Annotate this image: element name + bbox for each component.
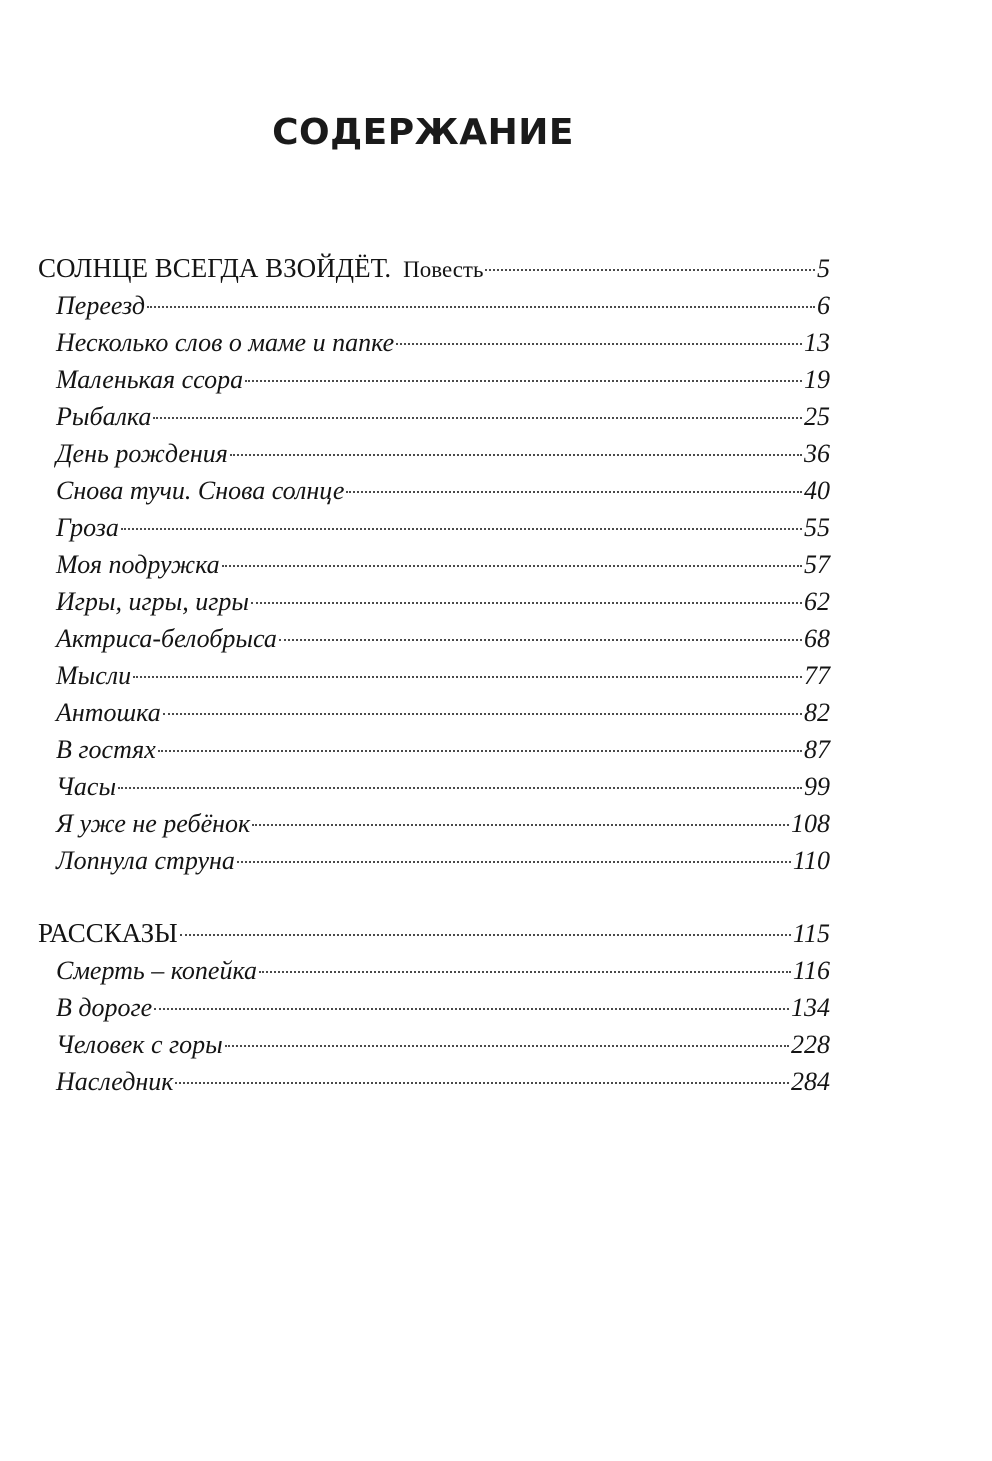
dot-leader	[237, 861, 791, 863]
toc-entry[interactable]	[38, 842, 830, 879]
page-number: 25	[804, 402, 830, 431]
toc-entry[interactable]	[38, 546, 830, 583]
table-of-contents	[38, 250, 830, 1100]
page-number: 87	[804, 735, 830, 764]
entry-label: В дороге	[56, 993, 153, 1022]
toc-entry[interactable]	[38, 435, 830, 472]
toc-entry[interactable]	[38, 989, 830, 1026]
toc-entry[interactable]	[38, 398, 830, 435]
page-number: 77	[804, 661, 830, 690]
page-number: 40	[804, 476, 830, 505]
toc-entry[interactable]	[38, 694, 830, 731]
dot-leader	[121, 528, 802, 530]
toc-entry[interactable]	[38, 472, 830, 509]
page-number: 99	[804, 772, 830, 801]
page-number: 5	[817, 254, 830, 283]
entry-label: Гроза	[56, 513, 119, 542]
dot-leader	[396, 343, 802, 345]
toc-entry[interactable]	[38, 361, 830, 398]
dot-leader	[163, 713, 802, 715]
section-subheading: Повесть	[403, 257, 484, 282]
page-number: 284	[791, 1067, 830, 1096]
dot-leader	[175, 1082, 789, 1084]
page-number: 82	[804, 698, 830, 727]
toc-entry[interactable]	[38, 1063, 830, 1100]
page-number: 68	[804, 624, 830, 653]
toc-entry[interactable]	[38, 731, 830, 768]
entry-label: Человек с горы	[56, 1030, 223, 1059]
dot-leader	[222, 565, 802, 567]
entry-label: Наследник	[56, 1067, 174, 1096]
toc-section-novel	[38, 250, 830, 879]
toc-entry[interactable]	[38, 620, 830, 657]
page-number: 110	[792, 846, 830, 875]
entry-label: Лопнула струна	[56, 846, 235, 875]
dot-leader	[279, 639, 802, 641]
entry-label: Актриса-белобрыса	[56, 624, 277, 653]
dot-leader	[158, 750, 802, 752]
toc-section-stories	[38, 915, 830, 1100]
page-number: 13	[804, 328, 830, 357]
dot-leader	[245, 380, 802, 382]
page-number: 115	[792, 919, 830, 948]
page-number: 62	[804, 587, 830, 616]
toc-section-heading[interactable]	[38, 250, 830, 287]
dot-leader	[485, 269, 815, 271]
section-heading-label: РАССКАЗЫ	[38, 918, 178, 948]
entry-label: В гостях	[56, 735, 156, 764]
toc-entry[interactable]	[38, 583, 830, 620]
entry-label: Моя подружка	[56, 550, 220, 579]
toc-entry[interactable]	[38, 287, 830, 324]
page-number: 36	[804, 439, 830, 468]
entry-label: Часы	[56, 772, 117, 801]
entry-label: Рыбалка	[56, 402, 152, 431]
entry-label: Снова тучи. Снова солнце	[56, 476, 345, 505]
entry-label: Игры, игры, игры	[56, 587, 250, 616]
page-number: 228	[791, 1030, 830, 1059]
entry-label: Я уже не ребёнок	[56, 809, 251, 838]
dot-leader	[259, 971, 791, 973]
page-number: 19	[804, 365, 830, 394]
page-number: 108	[791, 809, 830, 838]
entry-label: Мысли	[56, 661, 132, 690]
page-number: 57	[804, 550, 830, 579]
toc-entry[interactable]	[38, 657, 830, 694]
dot-leader	[153, 417, 802, 419]
toc-entry[interactable]	[38, 805, 830, 842]
page-number: 134	[791, 993, 830, 1022]
dot-leader	[346, 491, 802, 493]
page-number: 116	[792, 956, 830, 985]
toc-entry[interactable]	[38, 324, 830, 361]
dot-leader	[154, 1008, 789, 1010]
dot-leader	[225, 1045, 789, 1047]
dot-leader	[118, 787, 802, 789]
toc-section-heading[interactable]	[38, 915, 830, 952]
toc-entry[interactable]	[38, 952, 830, 989]
entry-label: Смерть – копейка	[56, 956, 257, 985]
entry-label: День рождения	[56, 439, 228, 468]
page-number: 55	[804, 513, 830, 542]
toc-entry[interactable]	[38, 768, 830, 805]
toc-entry[interactable]	[38, 1026, 830, 1063]
entry-label: Несколько слов о маме и папке	[56, 328, 395, 357]
dot-leader	[147, 306, 815, 308]
entry-label: Маленькая ссора	[56, 365, 244, 394]
dot-leader	[251, 602, 802, 604]
entry-label: Переезд	[56, 291, 146, 320]
dot-leader	[230, 454, 802, 456]
dot-leader	[180, 934, 791, 936]
toc-entry[interactable]	[38, 509, 830, 546]
section-heading-label: СОЛНЦЕ ВСЕГДА ВЗОЙДЁТ.	[38, 253, 392, 283]
page-title: СОДЕРЖАНИЕ	[272, 112, 574, 153]
dot-leader	[252, 824, 789, 826]
page-number: 6	[817, 291, 830, 320]
dot-leader	[133, 676, 802, 678]
entry-label: Антошка	[56, 698, 161, 727]
